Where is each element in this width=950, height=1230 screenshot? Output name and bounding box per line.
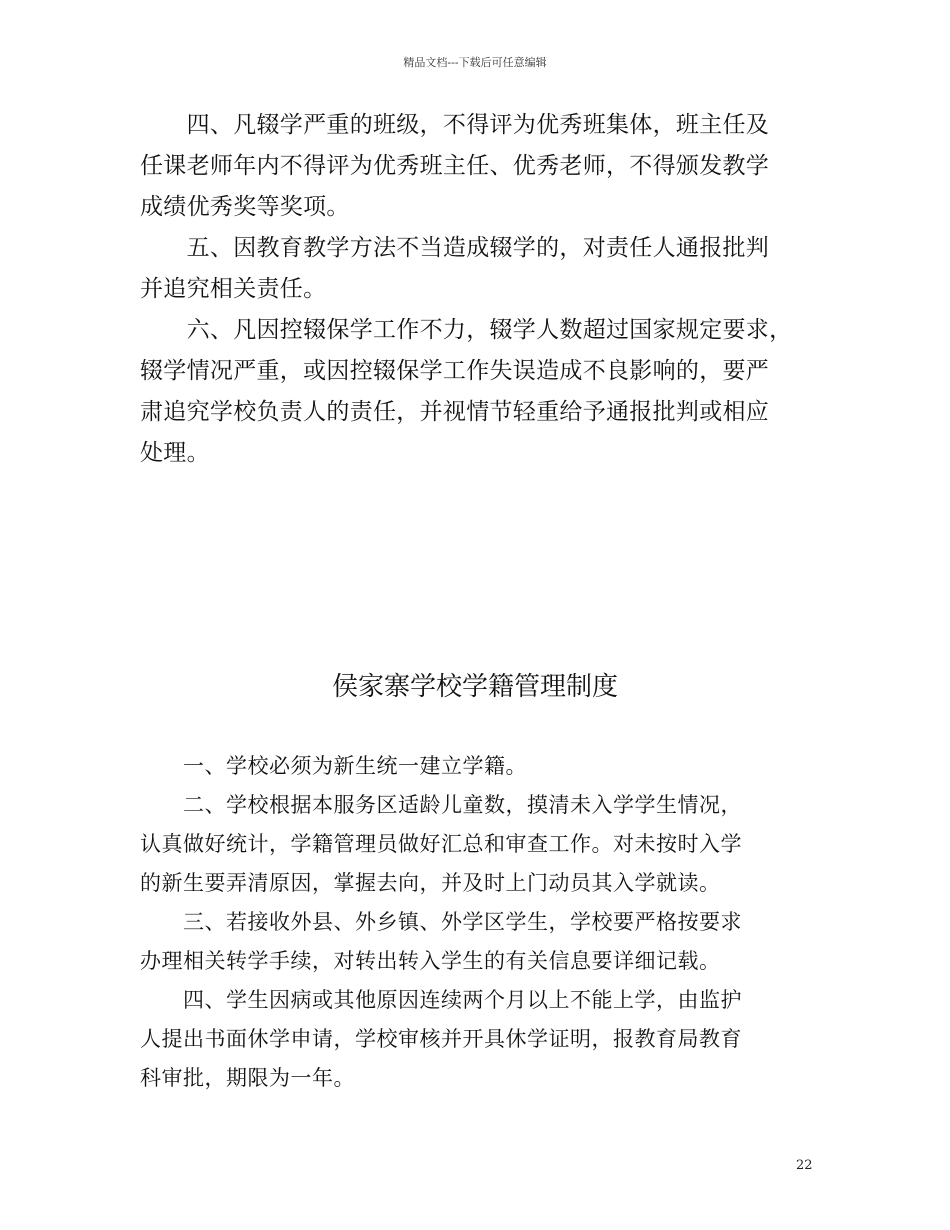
paragraph-line: 六、凡因控辍保学工作不力，辍学人数超过国家规定要求， [140, 317, 793, 343]
page-number: 22 [796, 1158, 813, 1173]
paragraph-line: 四、凡辍学严重的班级，不得评为优秀班集体，班主任及 [140, 112, 770, 138]
paragraph-line: 肃追究学校负责人的责任，并视情节轻重给予通报批判或相应 [140, 399, 770, 425]
paragraph-line: 人提出书面休学申请，学校审核并开具休学证明，报教育局教育 [140, 1027, 742, 1051]
paragraph-line: 任课老师年内不得评为优秀班主任、优秀老师，不得颁发教学 [140, 153, 770, 179]
paragraph-line: 认真做好统计，学籍管理员做好汇总和审查工作。对未按时入学 [140, 832, 742, 856]
page-header: 精品文档---下载后可任意编辑 [403, 56, 547, 69]
section-title: 侯家寨学校学籍管理制度 [331, 672, 618, 702]
paragraph-line: 五、因教育教学方法不当造成辍学的，对责任人通报批判 [140, 235, 770, 261]
paragraph-line: 的新生要弄清原因，掌握去向，并及时上门动员其入学就读。 [140, 871, 721, 895]
paragraph-line: 辍学情况严重，或因控辍保学工作失误造成不良影响的，要严 [140, 358, 770, 384]
paragraph-line: 科审批，期限为一年。 [140, 1066, 355, 1090]
paragraph-line: 三、若接收外县、外乡镇、外学区学生，学校要严格按要求 [140, 910, 742, 934]
paragraph-line: 一、学校必须为新生统一建立学籍。 [140, 754, 527, 778]
paragraph-line: 四、学生因病或其他原因连续两个月以上不能上学，由监护 [140, 988, 742, 1012]
paragraph-line: 处理。 [140, 440, 210, 466]
paragraph-line: 成绩优秀奖等奖项。 [140, 194, 350, 220]
paragraph-line: 二、学校根据本服务区适龄儿童数，摸清未入学学生情况， [140, 793, 742, 817]
paragraph-line: 并追究相关责任。 [140, 276, 327, 302]
paragraph-line: 办理相关转学手续，对转出转入学生的有关信息要详细记载。 [140, 949, 721, 973]
